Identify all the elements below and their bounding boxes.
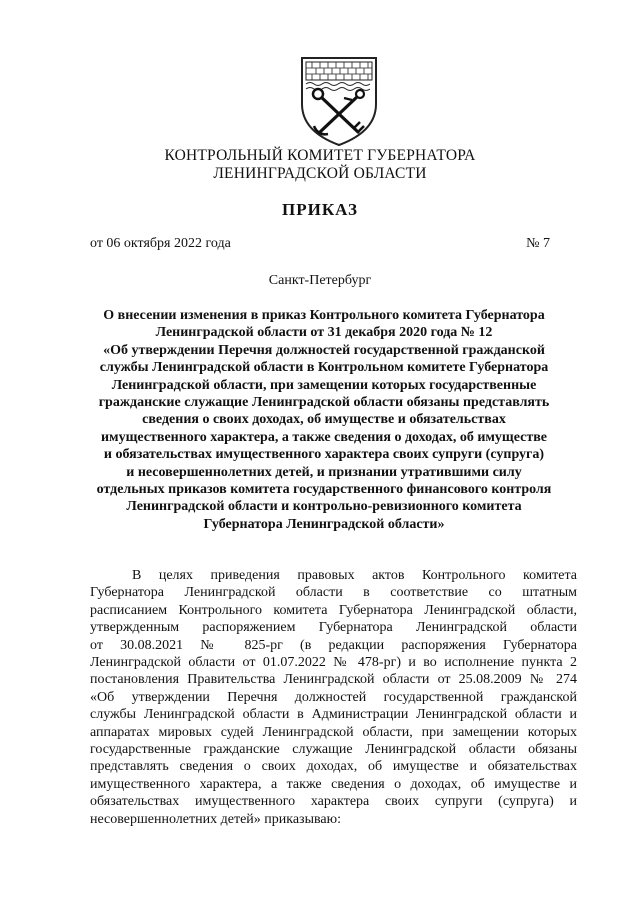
subject-line: и несовершеннолетних детей, и признании утратившими силу bbox=[126, 464, 522, 480]
organization-name bbox=[0, 147, 640, 183]
body-line: Губернатора Ленинградской области в соответствие со штатным bbox=[90, 585, 577, 601]
body-line: представлять сведения о своих доходах, об имуществе и обязательствах bbox=[90, 759, 577, 775]
subject-line: О внесении изменения в приказ Контрольного комитета Губернатора bbox=[103, 308, 545, 323]
subject-line: и обязательствах имущественного характера своих супруги (супруга) bbox=[103, 447, 545, 463]
document-subject bbox=[84, 307, 564, 533]
subject-line: «Об утверждении Перечня должностей государственной гражданской bbox=[103, 342, 545, 358]
organization-line-1: КОНТРОЛЬНЫЙ КОМИТЕТ ГУБЕРНАТОРА bbox=[164, 147, 476, 164]
body-line: В целях приведения правовых актов Контрольного комитета bbox=[132, 568, 577, 583]
subject-line: службы Ленинградской области в Контрольном комитете Губернатора bbox=[99, 360, 549, 376]
body-line: расписанием Контрольного комитета Губернатора Ленинградской области, bbox=[90, 602, 577, 618]
body-line: аппаратах мировых судей Ленинградской области, при замещении которых bbox=[90, 724, 577, 740]
subject-line: отдельных приказов комитета государственного финансового контроля bbox=[96, 482, 552, 498]
subject-line: Ленинградской области, при замещении которых государственные bbox=[111, 377, 537, 393]
document-type-title: ПРИКАЗ bbox=[282, 200, 358, 219]
document-date: от 06 октября 2022 года bbox=[90, 236, 231, 251]
document-city: Санкт-Петербург bbox=[268, 273, 372, 288]
body-line: от 30.08.2021 № 825-рг (в редакции распоряжения Губернатора bbox=[90, 637, 577, 653]
body-line: Ленинградской области от 01.07.2022 № 478-рг) и во исполнение пункта 2 bbox=[90, 655, 577, 671]
body-line: обязательствах имущественного характера своих супруги (супруга) и bbox=[90, 794, 577, 810]
subject-line: сведения о своих доходах, об имуществе и обязательствах bbox=[142, 412, 506, 428]
body-line: «Об утверждении Перечня должностей государственной гражданской bbox=[90, 689, 577, 705]
document-number: № 7 bbox=[526, 236, 550, 251]
subject-line: Губернатора Ленинградской области» bbox=[203, 516, 445, 532]
body-line: постановления Правительства Ленинградской области от 25.08.2009 № 274 bbox=[90, 672, 577, 688]
organization-line-2: ЛЕНИНГРАДСКОЙ ОБЛАСТИ bbox=[213, 165, 427, 182]
body-line: имущественного характера, а также сведения о доходах, об имуществе и bbox=[90, 776, 577, 792]
coat-of-arms-emblem bbox=[296, 52, 382, 148]
subject-line: Ленинградской области и контрольно-ревизионного комитета bbox=[126, 499, 522, 515]
body-line: государственные гражданские служащие Ленинградской области обязаны bbox=[90, 742, 577, 758]
subject-line: имущественного характера, а также сведения о доходах, об имуществе bbox=[100, 429, 547, 445]
body-line: службы Ленинградской области в Администрации Ленинградской области и bbox=[90, 707, 577, 723]
subject-line: Ленинградской области от 31 декабря 2020 года № 12 bbox=[155, 325, 493, 341]
document-body bbox=[90, 567, 577, 828]
subject-line: гражданские служащие Ленинградской области обязаны представлять bbox=[98, 395, 550, 411]
body-line: несовершеннолетних детей» приказываю: bbox=[90, 811, 341, 827]
body-line: утвержденным распоряжением Губернатора Ленинградской области bbox=[90, 620, 577, 636]
